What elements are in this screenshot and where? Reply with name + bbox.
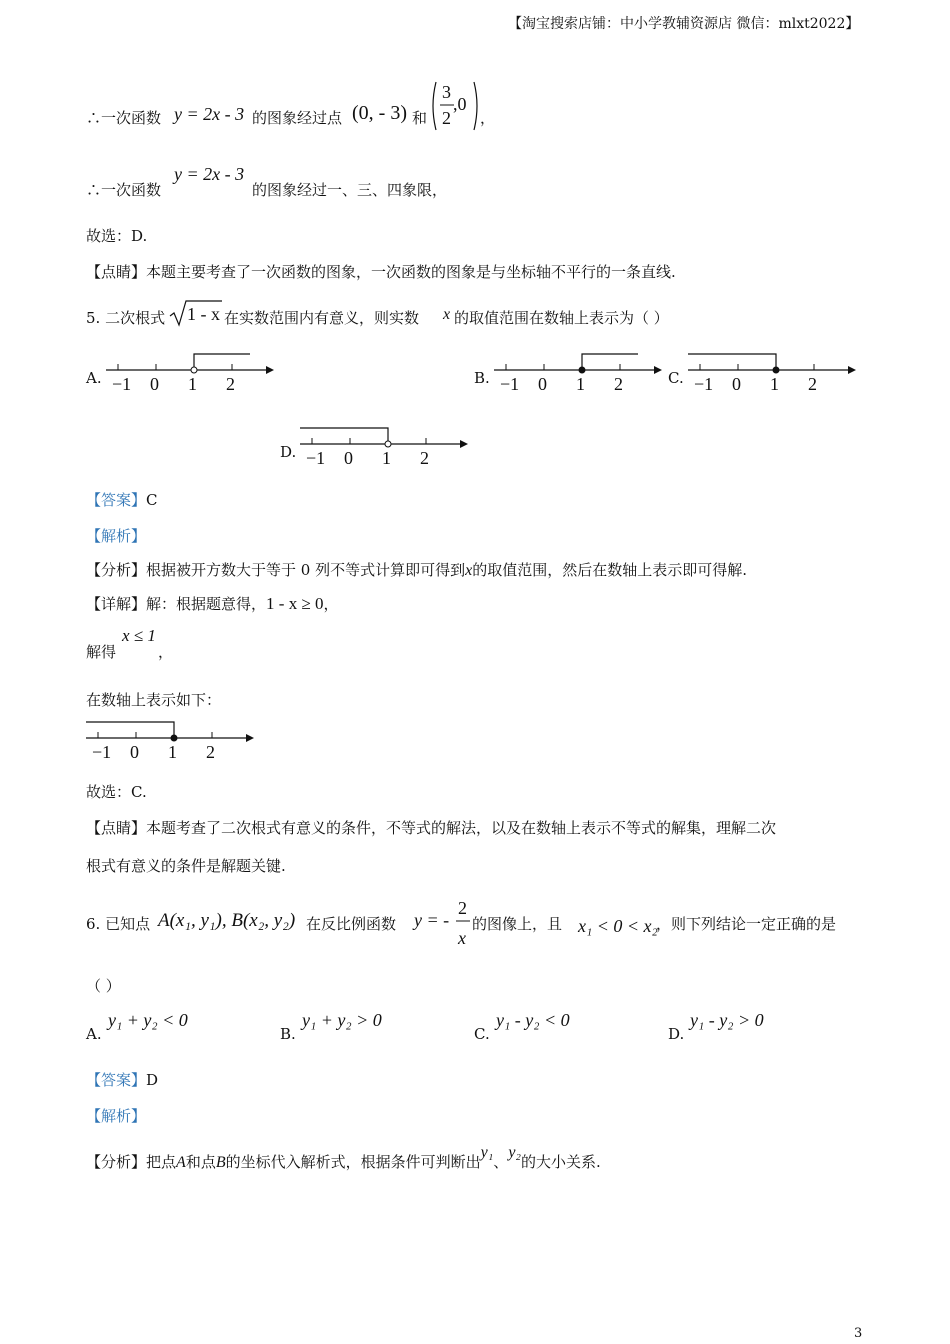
tick-label: 2 xyxy=(420,448,429,466)
q6-option-a-label[interactable]: A. xyxy=(86,1025,102,1043)
tick-label: −1 xyxy=(92,742,112,760)
closed-point xyxy=(773,367,779,373)
tick-label: 2 xyxy=(808,374,817,392)
line1-prefix: ∴一次函数 xyxy=(86,109,162,127)
tick-label: 1 xyxy=(382,448,391,466)
q5-option-b-label[interactable]: B. xyxy=(474,369,490,387)
axis-arrow xyxy=(460,440,468,448)
line2-prefix: ∴一次函数 xyxy=(86,181,162,199)
q6-option-b-label[interactable]: B. xyxy=(280,1025,296,1043)
fenxi-sep: 、 xyxy=(493,1153,509,1171)
q5-show: 在数轴上表示如下： xyxy=(86,691,222,709)
tick-label: 0 xyxy=(732,374,741,392)
q5-comment-l1 xyxy=(86,818,776,838)
tick-label: 0 xyxy=(344,448,353,466)
q6-analysis-tag: 【解析】 xyxy=(86,1107,147,1125)
q5-comment-l2: 根式有意义的条件是解题关键. xyxy=(86,857,286,875)
number-line-d xyxy=(298,420,474,466)
line2-expr: y = 2x - 3 xyxy=(174,164,245,184)
right-paren xyxy=(474,82,477,130)
q6-stem-a: 6. 已知点 xyxy=(86,915,151,933)
func-num: 2 xyxy=(458,898,467,918)
tick-label: 1 xyxy=(770,374,779,392)
closed-point xyxy=(579,367,585,373)
q6-option-a-expr[interactable]: y₁ + y₂ < 0 xyxy=(108,1010,188,1030)
q5-detail xyxy=(86,594,339,614)
fraction-point xyxy=(428,78,488,134)
fenxi-tag: 【分析】 xyxy=(86,1153,147,1171)
line2-tail: 的图象经过一、三、四象限， xyxy=(252,181,448,199)
fenxi-text-c: 的坐标代入解析式，根据条件可判断出 xyxy=(225,1153,481,1171)
fenxi-var: x xyxy=(465,562,473,579)
detail-end: ， xyxy=(323,595,339,613)
func-lhs: y = - xyxy=(414,910,450,930)
tick-label: −1 xyxy=(500,374,520,392)
open-point xyxy=(385,441,391,447)
frac-num: 3 xyxy=(442,82,451,102)
tick-label: 1 xyxy=(188,374,197,392)
q5-var: x xyxy=(443,306,451,323)
q6-option-c-label[interactable]: C. xyxy=(474,1025,490,1043)
q6-points: A(x₁, y₁), B(x₂, y₂) xyxy=(158,910,296,931)
tick-label: 2 xyxy=(206,742,215,760)
detail-text: 解：根据题意得， xyxy=(146,595,267,613)
axis-arrow xyxy=(848,366,856,374)
q6-paren: （ ） xyxy=(86,977,121,995)
frac-den: 2 xyxy=(442,108,451,128)
q6-stem-d: ，则下列结论一定正确的是 xyxy=(656,915,837,933)
closed-point xyxy=(171,735,177,741)
solution-ray xyxy=(194,354,250,370)
q6-fenxi xyxy=(86,1144,601,1173)
solution-ray xyxy=(300,428,388,444)
frac-tail: ,0 xyxy=(453,94,467,114)
tick-label: 2 xyxy=(614,374,623,392)
comment-text: 本题主要考查了一次函数的图象，一次函数的图象是与坐标轴不平行的一条直线. xyxy=(146,263,676,281)
axis-arrow xyxy=(246,734,254,742)
q6-answer xyxy=(86,1070,158,1090)
page-number: 3 xyxy=(854,1326,863,1341)
answer-value: C xyxy=(146,491,158,509)
q5-option-a-label[interactable]: A. xyxy=(86,369,102,387)
q5-solve-end: ， xyxy=(158,643,174,661)
solution-ray xyxy=(86,722,174,738)
radicand: 1 - x xyxy=(187,304,220,324)
q5-stem-c: 的取值范围在数轴上表示为（ ） xyxy=(454,309,669,327)
q6-stem-c: 的图像上，且 xyxy=(472,915,563,933)
q6-stem-b: 在反比例函数 xyxy=(306,915,397,933)
number-line-solution xyxy=(84,714,260,760)
func-fraction xyxy=(412,894,474,952)
detail-expr: 1 - x ≥ 0 xyxy=(266,594,324,613)
q5-analysis-tag: 【解析】 xyxy=(86,527,147,545)
open-point xyxy=(191,367,197,373)
tick-label: −1 xyxy=(112,374,132,392)
q5-stem-b: 在实数范围内有意义，则实数 xyxy=(224,309,420,327)
line1-mid: 的图象经过点 xyxy=(252,109,343,127)
comment-text: 本题考查了二次根式有意义的条件，不等式的解法，以及在数轴上表示不等式的解集，理解二次 xyxy=(146,819,777,837)
answer-tag: 【答案】 xyxy=(86,1071,147,1089)
comment-1 xyxy=(86,262,676,282)
choice-1: 故选：D. xyxy=(86,227,148,245)
detail-tag: 【详解】 xyxy=(86,595,147,613)
q5-fenxi xyxy=(86,560,747,581)
fenxi-text-a: 把点 xyxy=(146,1153,177,1171)
solution-ray xyxy=(582,354,638,370)
answer-tag: 【答案】 xyxy=(86,491,147,509)
line1-expr: y = 2x - 3 xyxy=(174,104,245,124)
q5-solve-label: 解得 xyxy=(86,643,117,661)
line1-and: 和 xyxy=(412,109,428,127)
tick-label: 1 xyxy=(168,742,177,760)
number-line-c xyxy=(686,346,862,392)
fenxi-text-a: 根据被开方数大于等于 0 列不等式计算即可得到 xyxy=(146,561,466,579)
q6-cond: x₁ < 0 < x₂ xyxy=(578,916,658,936)
sqrt-sign xyxy=(168,298,224,328)
q6-option-d-expr[interactable]: y₁ - y₂ > 0 xyxy=(690,1010,764,1030)
comment-tag: 【点睛】 xyxy=(86,819,147,837)
q6-option-d-label[interactable]: D. xyxy=(668,1025,685,1043)
fenxi-tag: 【分析】 xyxy=(86,561,147,579)
line1-point: (0, - 3) xyxy=(352,102,407,124)
tick-label: 0 xyxy=(130,742,139,760)
comment-tag: 【点睛】 xyxy=(86,263,147,281)
q5-solve-expr: x ≤ 1 xyxy=(122,626,156,645)
tick-label: −1 xyxy=(306,448,326,466)
solution-ray xyxy=(688,354,776,370)
answer-value: D xyxy=(146,1071,159,1089)
fenxi-y2: y₂ xyxy=(508,1144,521,1161)
fenxi-text-b: 和点 xyxy=(185,1153,216,1171)
tick-label: 2 xyxy=(226,374,235,392)
q6-option-b-expr[interactable]: y₁ + y₂ > 0 xyxy=(302,1010,382,1030)
number-line-b xyxy=(492,346,668,392)
tick-label: 0 xyxy=(538,374,547,392)
fenxi-y1: y₁ xyxy=(480,1144,494,1161)
q5-option-d-label[interactable]: D. xyxy=(280,443,297,461)
axis-arrow xyxy=(266,366,274,374)
q5-answer xyxy=(86,490,158,510)
tick-label: 0 xyxy=(150,374,159,392)
line1-end: ， xyxy=(480,109,496,127)
q5-choice: 故选：C. xyxy=(86,783,147,801)
q5-stem-a: 5. 二次根式 xyxy=(86,309,166,327)
fenxi-text-b: 的取值范围，然后在数轴上表示即可得解. xyxy=(472,561,747,579)
number-line-a xyxy=(104,346,280,392)
q5-option-c-label[interactable]: C. xyxy=(668,369,684,387)
q6-option-c-expr[interactable]: y₁ - y₂ < 0 xyxy=(496,1010,570,1030)
tick-label: 1 xyxy=(576,374,585,392)
left-paren xyxy=(433,82,436,130)
fenxi-A: A xyxy=(176,1154,186,1171)
func-den: x xyxy=(458,928,466,948)
tick-label: −1 xyxy=(694,374,714,392)
axis-arrow xyxy=(654,366,662,374)
fenxi-text-d: 的大小关系. xyxy=(520,1153,601,1171)
header-shop-text: 【淘宝搜索店铺：中小学教辅资源店 微信：mlxt2022】 xyxy=(508,16,860,32)
fenxi-B: B xyxy=(215,1154,226,1171)
